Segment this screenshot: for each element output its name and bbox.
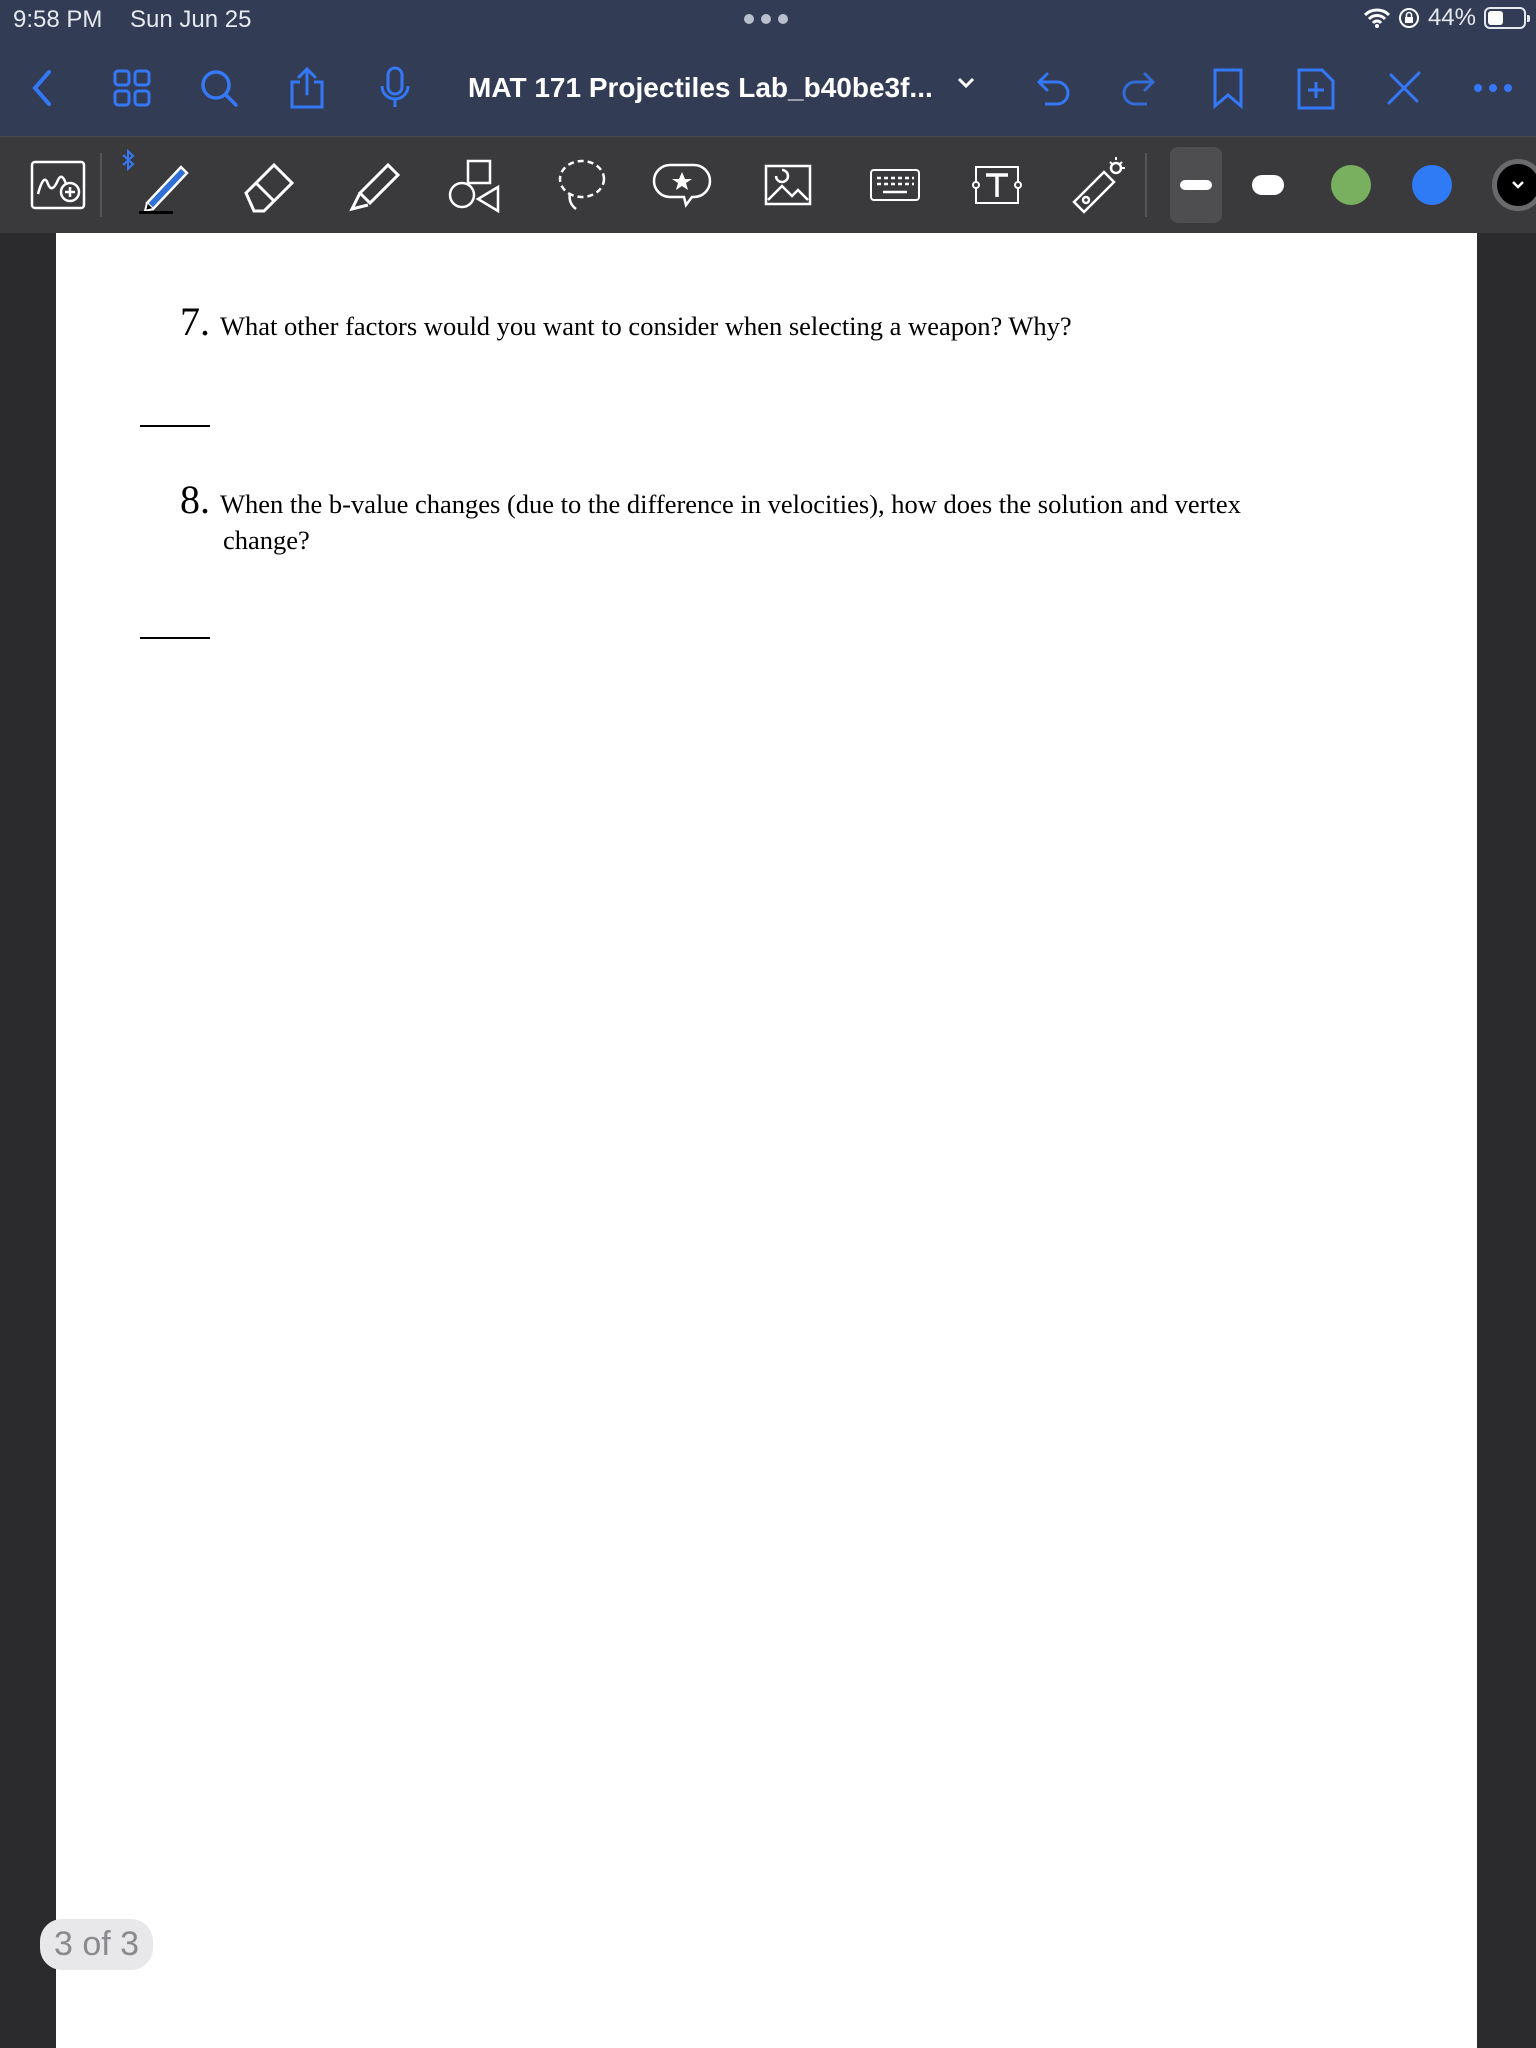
shapes-icon bbox=[446, 157, 502, 213]
wifi-icon bbox=[1364, 8, 1390, 28]
laser-pointer-tool[interactable] bbox=[1070, 147, 1126, 223]
pen-icon bbox=[135, 155, 195, 215]
question-7: 7. What other factors would you want to consider when selecting a weapon? Why? bbox=[180, 299, 1072, 344]
document-title[interactable]: MAT 171 Projectiles Lab_b40be3f... bbox=[468, 72, 933, 103]
orientation-lock-icon bbox=[1398, 7, 1420, 29]
question-7-number: 7 bbox=[180, 299, 200, 344]
add-page-icon bbox=[1296, 65, 1336, 111]
stroke-thick-option[interactable] bbox=[1248, 147, 1288, 223]
status-time: 9:58 PM bbox=[13, 6, 103, 33]
grid-icon bbox=[113, 69, 151, 107]
image-icon bbox=[764, 164, 812, 206]
question-8-text-line2: change? bbox=[223, 525, 310, 555]
color-black-selected[interactable] bbox=[1492, 147, 1536, 223]
redo-button[interactable] bbox=[1114, 62, 1166, 114]
top-navigation bbox=[0, 0, 1536, 136]
eraser-icon bbox=[238, 155, 298, 215]
blue-swatch bbox=[1412, 165, 1452, 205]
more-icon bbox=[1473, 83, 1513, 93]
multitasking-dots[interactable] bbox=[744, 14, 788, 24]
status-date: Sun Jun 25 bbox=[130, 6, 252, 33]
search-icon bbox=[199, 68, 239, 108]
share-icon bbox=[287, 66, 327, 110]
highlighter-icon bbox=[344, 155, 404, 215]
color-green[interactable] bbox=[1330, 147, 1372, 223]
image-tool[interactable] bbox=[763, 147, 813, 223]
question-8: 8. When the b-value changes (due to the difference in velocities), how does the solution and vertex bbox=[180, 477, 1241, 522]
question-8-number: 8 bbox=[180, 477, 200, 522]
bluetooth-icon bbox=[121, 149, 135, 171]
share-button[interactable] bbox=[281, 62, 333, 114]
stroke-thick-swatch bbox=[1252, 175, 1284, 195]
laser-pointer-icon bbox=[1070, 156, 1126, 214]
title-dropdown[interactable] bbox=[957, 76, 975, 95]
more-button[interactable] bbox=[1467, 62, 1519, 114]
back-button[interactable] bbox=[16, 62, 68, 114]
sticker-tool[interactable] bbox=[652, 147, 712, 223]
page-indicator: 3 of 3 bbox=[40, 1919, 153, 1970]
pen-tool[interactable] bbox=[135, 147, 195, 223]
lasso-tool[interactable] bbox=[556, 147, 608, 223]
chevron-down-icon bbox=[1511, 180, 1525, 190]
eraser-tool[interactable] bbox=[238, 147, 298, 223]
chevron-down-icon bbox=[957, 76, 975, 90]
shapes-tool[interactable] bbox=[446, 147, 502, 223]
bookmark-button[interactable] bbox=[1202, 62, 1254, 114]
close-tools-button[interactable] bbox=[1378, 62, 1430, 114]
undo-icon bbox=[1031, 68, 1073, 108]
undo-button[interactable] bbox=[1026, 62, 1078, 114]
chevron-left-icon bbox=[27, 68, 57, 108]
microphone-icon bbox=[378, 66, 412, 110]
annotation-toolbar bbox=[0, 136, 1536, 233]
question-7-text: What other factors would you want to consider when selecting a weapon? Why? bbox=[220, 311, 1072, 341]
status-indicators bbox=[1364, 4, 1526, 32]
stroke-thin-swatch bbox=[1180, 180, 1212, 190]
sticker-star-icon bbox=[652, 161, 712, 209]
close-icon bbox=[1385, 69, 1423, 107]
black-swatch bbox=[1492, 159, 1536, 211]
answer-line-7[interactable] bbox=[140, 425, 210, 427]
color-blue[interactable] bbox=[1411, 147, 1453, 223]
status-bar bbox=[0, 0, 1536, 40]
battery-icon bbox=[1484, 7, 1526, 29]
text-tool[interactable] bbox=[968, 147, 1026, 223]
handwriting-zoom-tool[interactable] bbox=[30, 147, 86, 223]
redo-icon bbox=[1119, 68, 1161, 108]
add-page-button[interactable] bbox=[1290, 62, 1342, 114]
text-box-icon bbox=[968, 163, 1026, 207]
question-8-text-line1: When the b-value changes (due to the difference in velocities), how does the solution and vertex bbox=[220, 489, 1241, 519]
keyboard-icon bbox=[869, 168, 921, 202]
battery-percent: 44% bbox=[1427, 4, 1476, 31]
answer-line-8[interactable] bbox=[140, 637, 210, 639]
thumbnails-button[interactable] bbox=[106, 62, 158, 114]
search-button[interactable] bbox=[193, 62, 245, 114]
microphone-button[interactable] bbox=[369, 62, 421, 114]
highlighter-tool[interactable] bbox=[344, 147, 404, 223]
question-8-continued bbox=[223, 523, 310, 557]
green-swatch bbox=[1331, 165, 1371, 205]
keyboard-tool[interactable] bbox=[868, 147, 922, 223]
document-page[interactable] bbox=[56, 233, 1477, 2048]
stroke-thin-option[interactable] bbox=[1170, 147, 1222, 223]
lasso-icon bbox=[556, 157, 608, 213]
handwriting-zoom-icon bbox=[30, 160, 86, 210]
bookmark-icon bbox=[1212, 67, 1244, 109]
